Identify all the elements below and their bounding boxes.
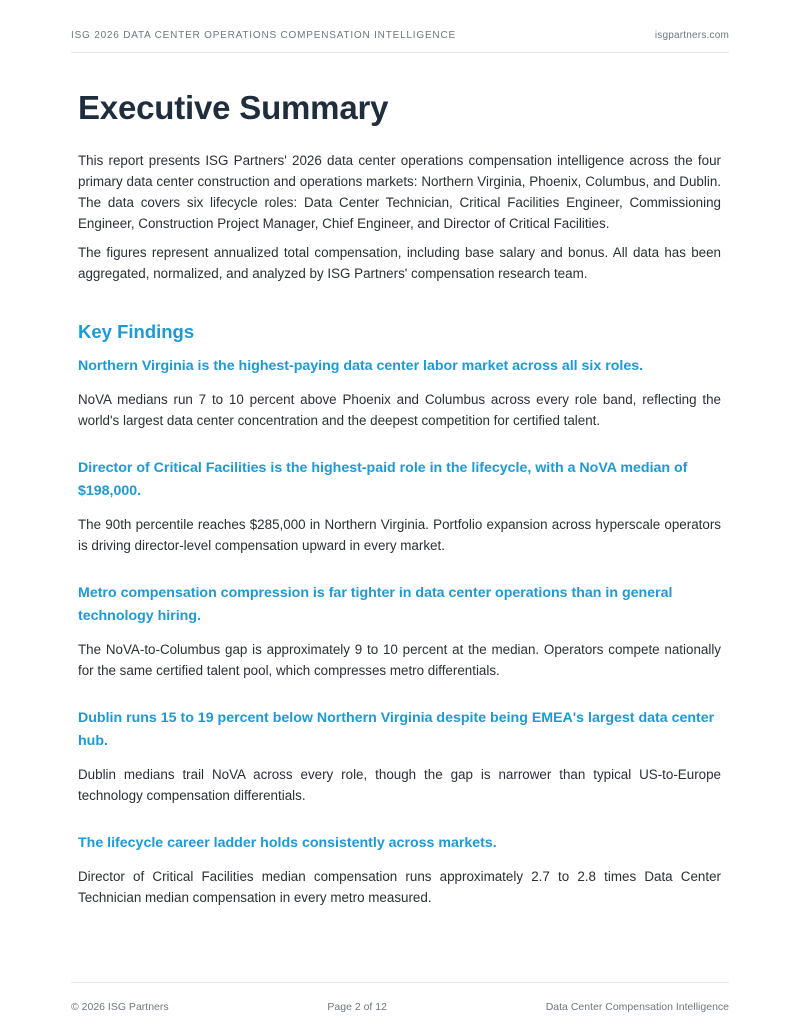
site-link[interactable]: isgpartners.com (654, 30, 729, 41)
intro-paragraph-2: The figures represent annualized total compensation, including base salary and bonus. All data has been aggregated, normalized, and analyzed by ISG Partners' compensation research team. (78, 245, 721, 281)
finding-title: Dublin runs 15 to 19 percent below Northern Virginia despite being EMEA's largest data center hub. (78, 710, 715, 749)
finding-title: The lifecycle career ladder holds consistently across markets. (78, 835, 497, 851)
finding-item (78, 707, 721, 806)
finding-body: The 90th percentile reaches $285,000 in Northern Virginia. Portfolio expansion across hyperscale operators is driving director-level compensation upward in every market. (78, 517, 721, 553)
page-header (71, 30, 729, 53)
finding-body: Director of Critical Facilities median compensation runs approximately 2.7 to 2.8 times Data Center Technician median compensation in every metro measured. (78, 869, 721, 905)
page-title: Executive Summary (78, 89, 389, 126)
finding-item (78, 582, 721, 681)
main-content (78, 88, 721, 934)
page-footer (71, 982, 729, 1013)
finding-item (78, 832, 721, 908)
finding-body: Dublin medians trail NoVA across every role, though the gap is narrower than typical US-to-Europe technology compensation differentials. (78, 767, 721, 803)
footer-copyright: © 2026 ISG Partners (71, 1001, 169, 1013)
footer-report-name: Data Center Compensation Intelligence (545, 1001, 729, 1013)
finding-title: Metro compensation compression is far tighter in data center operations than in general technology hiring. (78, 585, 673, 624)
finding-item (78, 355, 721, 431)
intro-paragraph-1: This report presents ISG Partners' 2026 data center operations compensation intelligence across the four primary data center construction and operations markets: Northern Virginia, Phoenix, Columbus, and Dublin. The data covers six lifecycle roles: Data Center Technician, Critical Facilities Engineer, Commissioning Engineer, Construction Project Manager, Chief Engineer, and Director of Critical Facilities. (78, 153, 721, 231)
finding-body: NoVA medians run 7 to 10 percent above Phoenix and Columbus across every role band, reflecting the world's largest data center concentration and the deepest competition for certified talent. (78, 392, 721, 428)
finding-title: Northern Virginia is the highest-paying data center labor market across all six roles. (78, 358, 644, 374)
page-number: Page 2 of 12 (327, 1001, 387, 1013)
key-findings-heading: Key Findings (78, 321, 195, 342)
finding-title: Director of Critical Facilities is the highest-paid role in the lifecycle, with a NoVA median of $198,000. (78, 460, 688, 499)
report-header-title: ISG 2026 DATA CENTER OPERATIONS COMPENSATION INTELLIGENCE (71, 30, 456, 41)
finding-item (78, 457, 721, 556)
finding-body: The NoVA-to-Columbus gap is approximately 9 to 10 percent at the median. Operators compete nationally for the same certified talent pool, which compresses metro differentials. (78, 642, 721, 678)
